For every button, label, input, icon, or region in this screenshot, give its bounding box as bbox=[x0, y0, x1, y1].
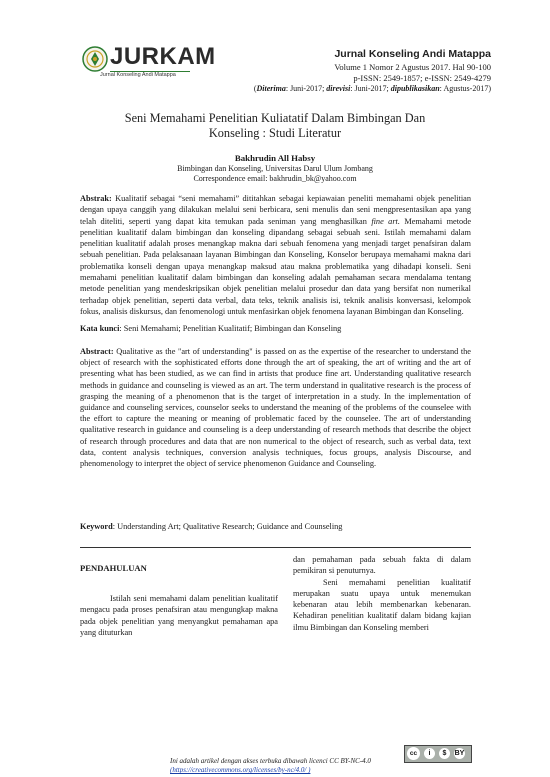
logo-wordmark: JURKAM bbox=[110, 43, 216, 70]
right-col-para-2: Seni memahami penelitian kualitatif merupakan suatu upaya untuk menemukan kebenaran atau lebih membenarkan kebenaran. Kehadiran penelitian kualitatif dalam bidang kajian ilmu Bimbingan dan Konseling memberi bbox=[293, 577, 471, 632]
keyword-line: Keyword: Understanding Art; Qualitative Research; Guidance and Counseling bbox=[80, 522, 343, 531]
license-link[interactable]: (https://creativecommons.org/licenses/by-nc/4.0/ ) bbox=[170, 766, 311, 774]
author-email[interactable]: Correspondence email: bakhrudin_bk@yahoo.com bbox=[193, 174, 357, 183]
cc-license-badge-icon[interactable] bbox=[404, 745, 472, 763]
body-right-column bbox=[293, 554, 471, 633]
right-col-para-1: dan pemahaman pada sebuah fakta di dalam pemikiran si penuturnya. bbox=[293, 555, 471, 576]
fine-art-term: fine art. bbox=[371, 216, 400, 226]
abstract-label: Abstract: bbox=[80, 347, 114, 356]
abstrak-label: Abstrak: bbox=[80, 194, 112, 203]
kata-kunci: Kata kunci: Seni Memahami; Penelitian Kualitatif; Bimbingan dan Konseling bbox=[80, 324, 342, 333]
kata-kunci-label: Kata kunci bbox=[80, 324, 120, 333]
title-line-2: Konseling : Studi Literatur bbox=[208, 126, 342, 140]
journal-title: Jurnal Konseling Andi Matappa bbox=[334, 48, 491, 60]
abstrak-paragraph: Abstrak: Kualitatif sebagai “seni memahami” dititahkan sebagai kepiawaian peneliti memahami objek penelitian dengan upaya canggih yang dilakukan melalui seni berbicara, seni menulis dan seni mengpresentasikan apa yang telah diteliti, seperti yang dapat kita temukan pada seniman yang menghasilkan fine art. Memahami metode penelitian kualitatif dalam bimbingan dan konseling dipandang sebagai sebuah seni. Istilah memahami dalam penelitian kualitatif adalah proses menangkap makna dari sebuah fenomena yang menjadi target penafsiran dalam sebuah penelitian. Pada pelaksanaan layanan Bimbingan dan Konseling, Konselor berupaya memahami makna dari problematika konseli dengan upaya menangkap maksud atau makna problematika yang dihadapi konseli. Seni memahami penelitian kualitatif dalam bimbingan dan konseling adalah pemahaman secara mendalama tentang metode penelitian yang mendeskripsikan objek penelitian melalui prosedur dan data yang bersifat non numerikal terhadap objek penelitian, seperti data verbal, data teks, teknik analisis isi, teknik analisis konversasi, kelompok fokus, analisis diskursus, dan fenomenologi untuk menfasirkan objek fenomena layanan Bimbingan dan Konseling. bbox=[80, 194, 471, 316]
keyword-label: Keyword bbox=[80, 522, 113, 531]
article-dates: (Diterima: Juni-2017; direvisi: Juni-2017; dipublikasikan: Agustus-2017) bbox=[253, 84, 491, 93]
section-heading: PENDAHULUAN bbox=[80, 563, 147, 573]
journal-logo bbox=[82, 40, 216, 90]
author-affiliation: Bimbingan dan Konseling, Universitas Darul Ulum Jombang bbox=[177, 164, 373, 173]
by-icon: BY bbox=[454, 750, 465, 757]
section-divider bbox=[80, 547, 471, 548]
author-name: Bakhrudin All Habsy bbox=[234, 153, 316, 163]
attribution-icon: i bbox=[424, 748, 435, 759]
logo-subtitle: Jurnal Konseling Andi Matappa bbox=[100, 72, 176, 78]
body-left-column: Istilah seni memahami dalam penelitian kualitatif mengacu pada proses penafsiran atau mengungkap makna pada objek penelitian yang menyangkut pemahaman apa yang dituturkan bbox=[80, 594, 278, 637]
article-title bbox=[80, 111, 470, 141]
abstract-paragraph: Abstract: Qualitative as the "art of understanding" is passed on as the expertise of the researcher to understand the object of research with the sophisticated efforts done through the art of speaking, the art of writing and the art of presenting what has been studied, as we can find in artists that produce fine art. Understanding qualitative research methods in guidance and counseling is viewed as an art. The term understand in qualitative research is the process of grasping the meaning of a phenomenon that is the target of interpretation in a study. In the implementation of guidance and counseling services, counselor seeks to understand the meaning of the problems of the counselee with the effort to capture the meaning or meaning of problematic faced by the counselee. The art of understanding qualitative research in guidance and counseling is a deep understanding of research methods that describe the object of research through procedures and data that are non numerical to the object of research, such as verbal data, text data, content analysis techniques, conversion analysis techniques, focus groups, analysis Discourse, and phenomenology to interpret the object of service phenomenon Guidance and Counseling. bbox=[80, 347, 471, 469]
title-line-1: Seni Memahami Penelitian Kuliatatif Dalam Bimbingan Dan bbox=[124, 111, 426, 125]
logo-emblem-icon bbox=[82, 46, 108, 72]
cc-icon: cc bbox=[407, 747, 420, 760]
journal-volume: Volume 1 Nomor 2 Agustus 2017. Hal 90-100 bbox=[334, 62, 491, 72]
license-text: Ini adalah artikel dengan akses terbuka dibawah licenci CC BY-NC-4.0 bbox=[170, 757, 371, 765]
noncommercial-icon: $ bbox=[439, 748, 450, 759]
journal-issn: p-ISSN: 2549-1857; e-ISSN: 2549-4279 bbox=[353, 73, 491, 83]
